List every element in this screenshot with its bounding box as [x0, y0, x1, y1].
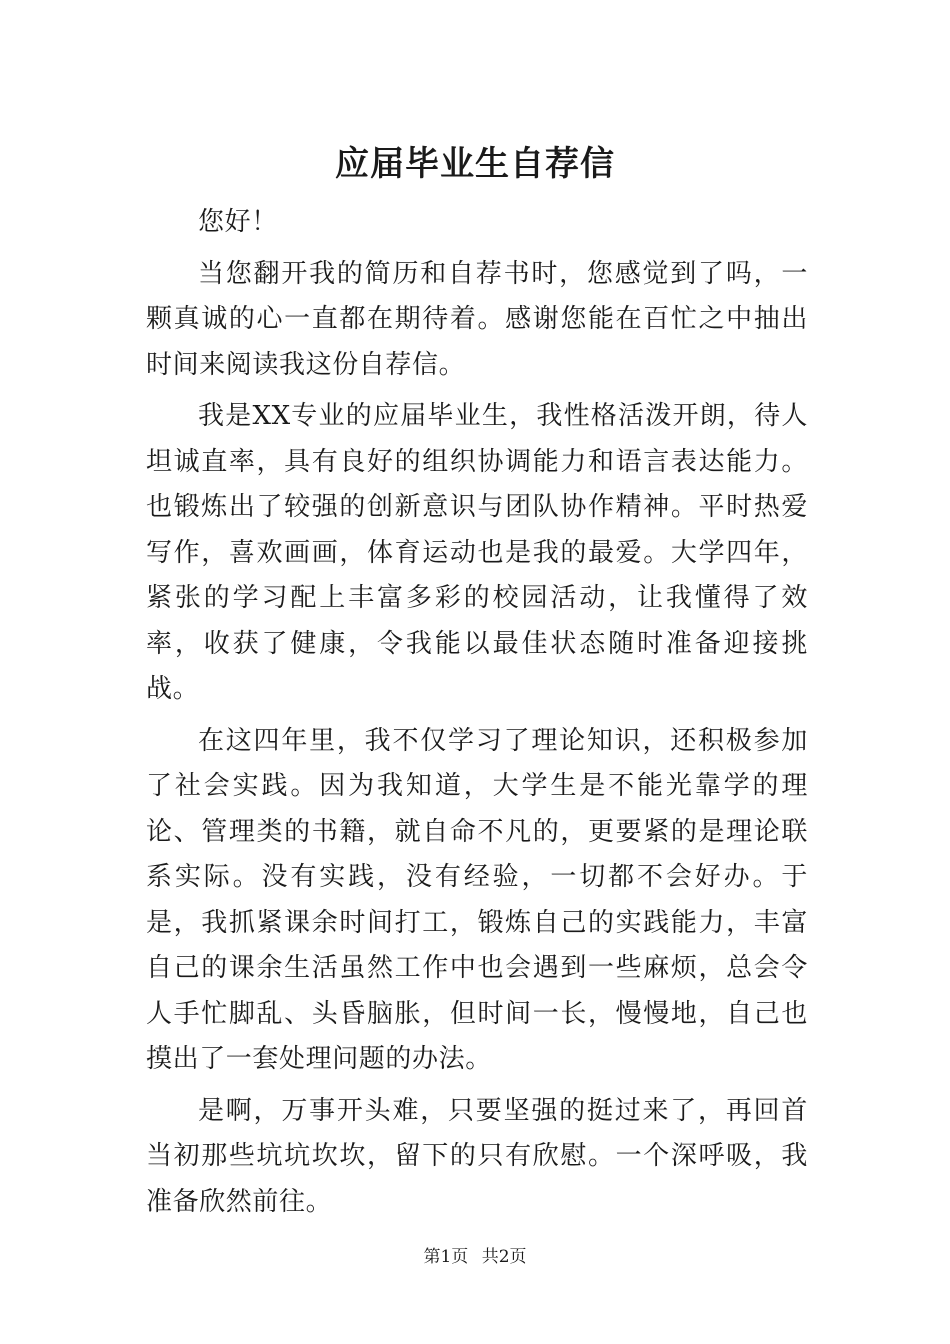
page-number: 第1页 — [423, 1247, 469, 1267]
body-paragraph: 在这四年里，我不仅学习了理论知识，还积极参加了社会实践。因为我知道，大学生是不能光靠学的理论、管理类的书籍，就自命不凡的，更要紧的是理论联系实际。没有实践，没有经验，一切都不会好办。于是，我抓紧课余时间打工，锻炼自己的实践能力，丰富自己的课余生活虽然工作中也会遇到一些麻烦，总会令人手忙脚乱、头昏脑胀，但时间一长，慢慢地，自己也摸出了一套处理问题的办法。 — [146, 725, 808, 1074]
greeting-paragraph: 您好！ — [198, 207, 278, 237]
body-paragraph: 当您翻开我的简历和自荐书时，您感觉到了吗，一颗真诚的心一直都在期待着。感谢您能在百忙之中抽出时间来阅读我这份自荐信。 — [146, 258, 808, 380]
page-total: 共2页 — [481, 1247, 527, 1267]
page-footer — [0, 1242, 950, 1267]
letter-body — [146, 200, 808, 1231]
page-title: 应届毕业生自荐信 — [335, 144, 615, 184]
body-paragraph: 是啊，万事开头难，只要坚强的挺过来了，再回首当初那些坑坑坎坎，留下的只有欣慰。一个深呼吸，我准备欣然前往。 — [146, 1095, 808, 1217]
body-paragraph: 我是XX专业的应届毕业生，我性格活泼开朗，待人坦诚直率，具有良好的组织协调能力和语言表达能力。也锻炼出了较强的创新意识与团队协作精神。平时热爱写作，喜欢画画，体育运动也是我的最爱。大学四年，紧张的学习配上丰富多彩的校园活动，让我懂得了效率，收获了健康，令我能以最佳状态随时准备迎接挑战。 — [146, 401, 808, 704]
